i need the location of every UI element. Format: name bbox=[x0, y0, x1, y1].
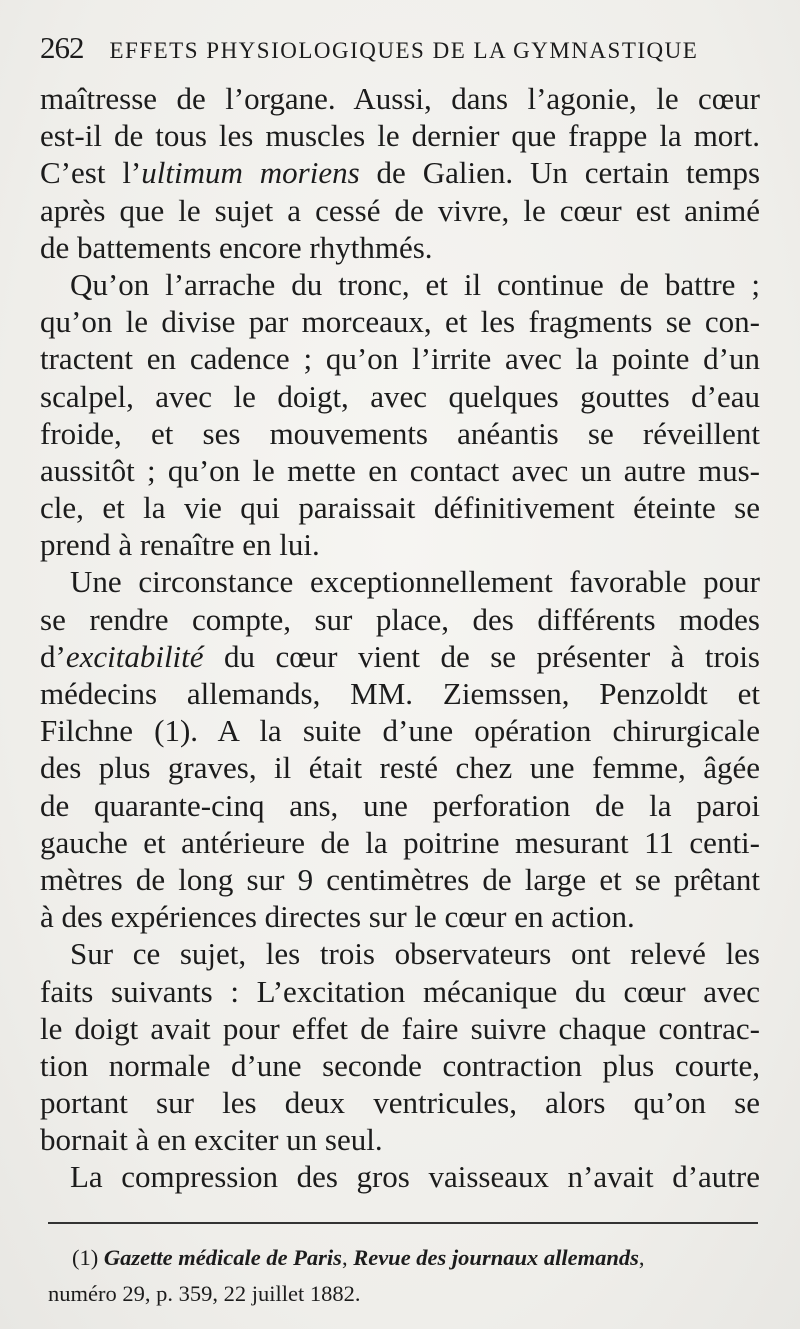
text-line: La compression des gros vaisseaux n’avait d’autre bbox=[70, 1159, 760, 1195]
latin-phrase: ultimum moriens bbox=[141, 155, 360, 191]
text-line: tractent en cadence ; qu’on l’irrite avec la pointe d’un bbox=[40, 341, 760, 377]
text-line: à des expériences directes sur le cœur en action. bbox=[40, 899, 635, 935]
running-title: EFFETS PHYSIOLOGIQUES DE LA GYMNASTIQUE bbox=[109, 38, 699, 63]
text-line: scalpel, avec le doigt, avec quelques gouttes d’eau bbox=[40, 378, 760, 414]
footnote-marker: (1) bbox=[72, 1244, 99, 1270]
text-line: de battements encore rhythmés. bbox=[40, 229, 433, 265]
text-line: tion normale d’une seconde contraction plus courte, bbox=[40, 1047, 760, 1083]
text-line: gauche et antérieure de la poitrine mesurant 11 centi- bbox=[40, 824, 760, 860]
text-line: est-il de tous les muscles le dernier que frappe la mort. bbox=[40, 118, 760, 154]
footnote-divider bbox=[48, 1222, 758, 1224]
italic-term: excitabilité bbox=[65, 638, 204, 674]
text-line: après que le sujet a cessé de vivre, le cœur est animé bbox=[40, 192, 760, 228]
text-line: des plus graves, il était resté chez une femme, âgée bbox=[40, 750, 760, 786]
footnote-separator: , bbox=[341, 1244, 348, 1270]
footnote-trailing: , bbox=[638, 1244, 645, 1270]
text-line: Sur ce sujet, les trois observateurs ont relevé les bbox=[70, 936, 760, 972]
text-line: froide, et ses mouvements anéantis se réveillent bbox=[40, 415, 760, 451]
text-line: portant sur les deux ventricules, alors qu’on se bbox=[40, 1085, 760, 1121]
text-line: bornait à en exciter un seul. bbox=[40, 1122, 383, 1158]
text-line: faits suivants : L’excitation mécanique du cœur avec bbox=[40, 973, 760, 1009]
text-line: d’excitabilité du cœur vient de se présenter à trois bbox=[40, 638, 760, 674]
text-line: aussitôt ; qu’on le mette en contact avec un autre mus- bbox=[40, 452, 760, 488]
text-line: maîtresse de l’organe. Aussi, dans l’agonie, le cœur bbox=[40, 81, 760, 116]
footnote-journal-1: Gazette médicale de Paris bbox=[103, 1244, 342, 1270]
footnote-line-1 bbox=[48, 1240, 760, 1276]
text-line: se rendre compte, sur place, des différents modes bbox=[40, 601, 760, 637]
footnote-journal-2: Revue des journaux allemands bbox=[353, 1244, 639, 1270]
text-line: le doigt avait pour effet de faire suivre chaque contrac- bbox=[40, 1010, 760, 1046]
text-line: qu’on le divise par morceaux, et les fragments se con- bbox=[40, 304, 760, 340]
footnote-line-2: numéro 29, p. 359, 22 juillet 1882. bbox=[48, 1280, 361, 1306]
text-line: Filchne (1). A la suite d’une opération chirurgicale bbox=[40, 713, 760, 749]
text-line: Qu’on l’arrache du tronc, et il continue de battre ; bbox=[70, 266, 760, 302]
body-text bbox=[40, 80, 760, 1196]
footnote bbox=[40, 1240, 760, 1312]
text-line: médecins allemands, MM. Ziemssen, Penzoldt et bbox=[40, 676, 760, 711]
text-line: de quarante-cinq ans, une perforation de la paroi bbox=[40, 787, 760, 823]
page-header bbox=[40, 30, 760, 70]
text-line: Une circonstance exceptionnellement favorable pour bbox=[70, 564, 760, 600]
text-line: C’est l’ultimum moriens de Galien. Un certain temps bbox=[40, 155, 760, 191]
text-line: prend à renaître en lui. bbox=[40, 527, 320, 563]
text-line: cle, et la vie qui paraissait définitivement éteinte se bbox=[40, 490, 760, 526]
text-line: mètres de long sur 9 centimètres de large et se prêtant bbox=[40, 861, 760, 897]
page-number: 262 bbox=[40, 30, 84, 65]
